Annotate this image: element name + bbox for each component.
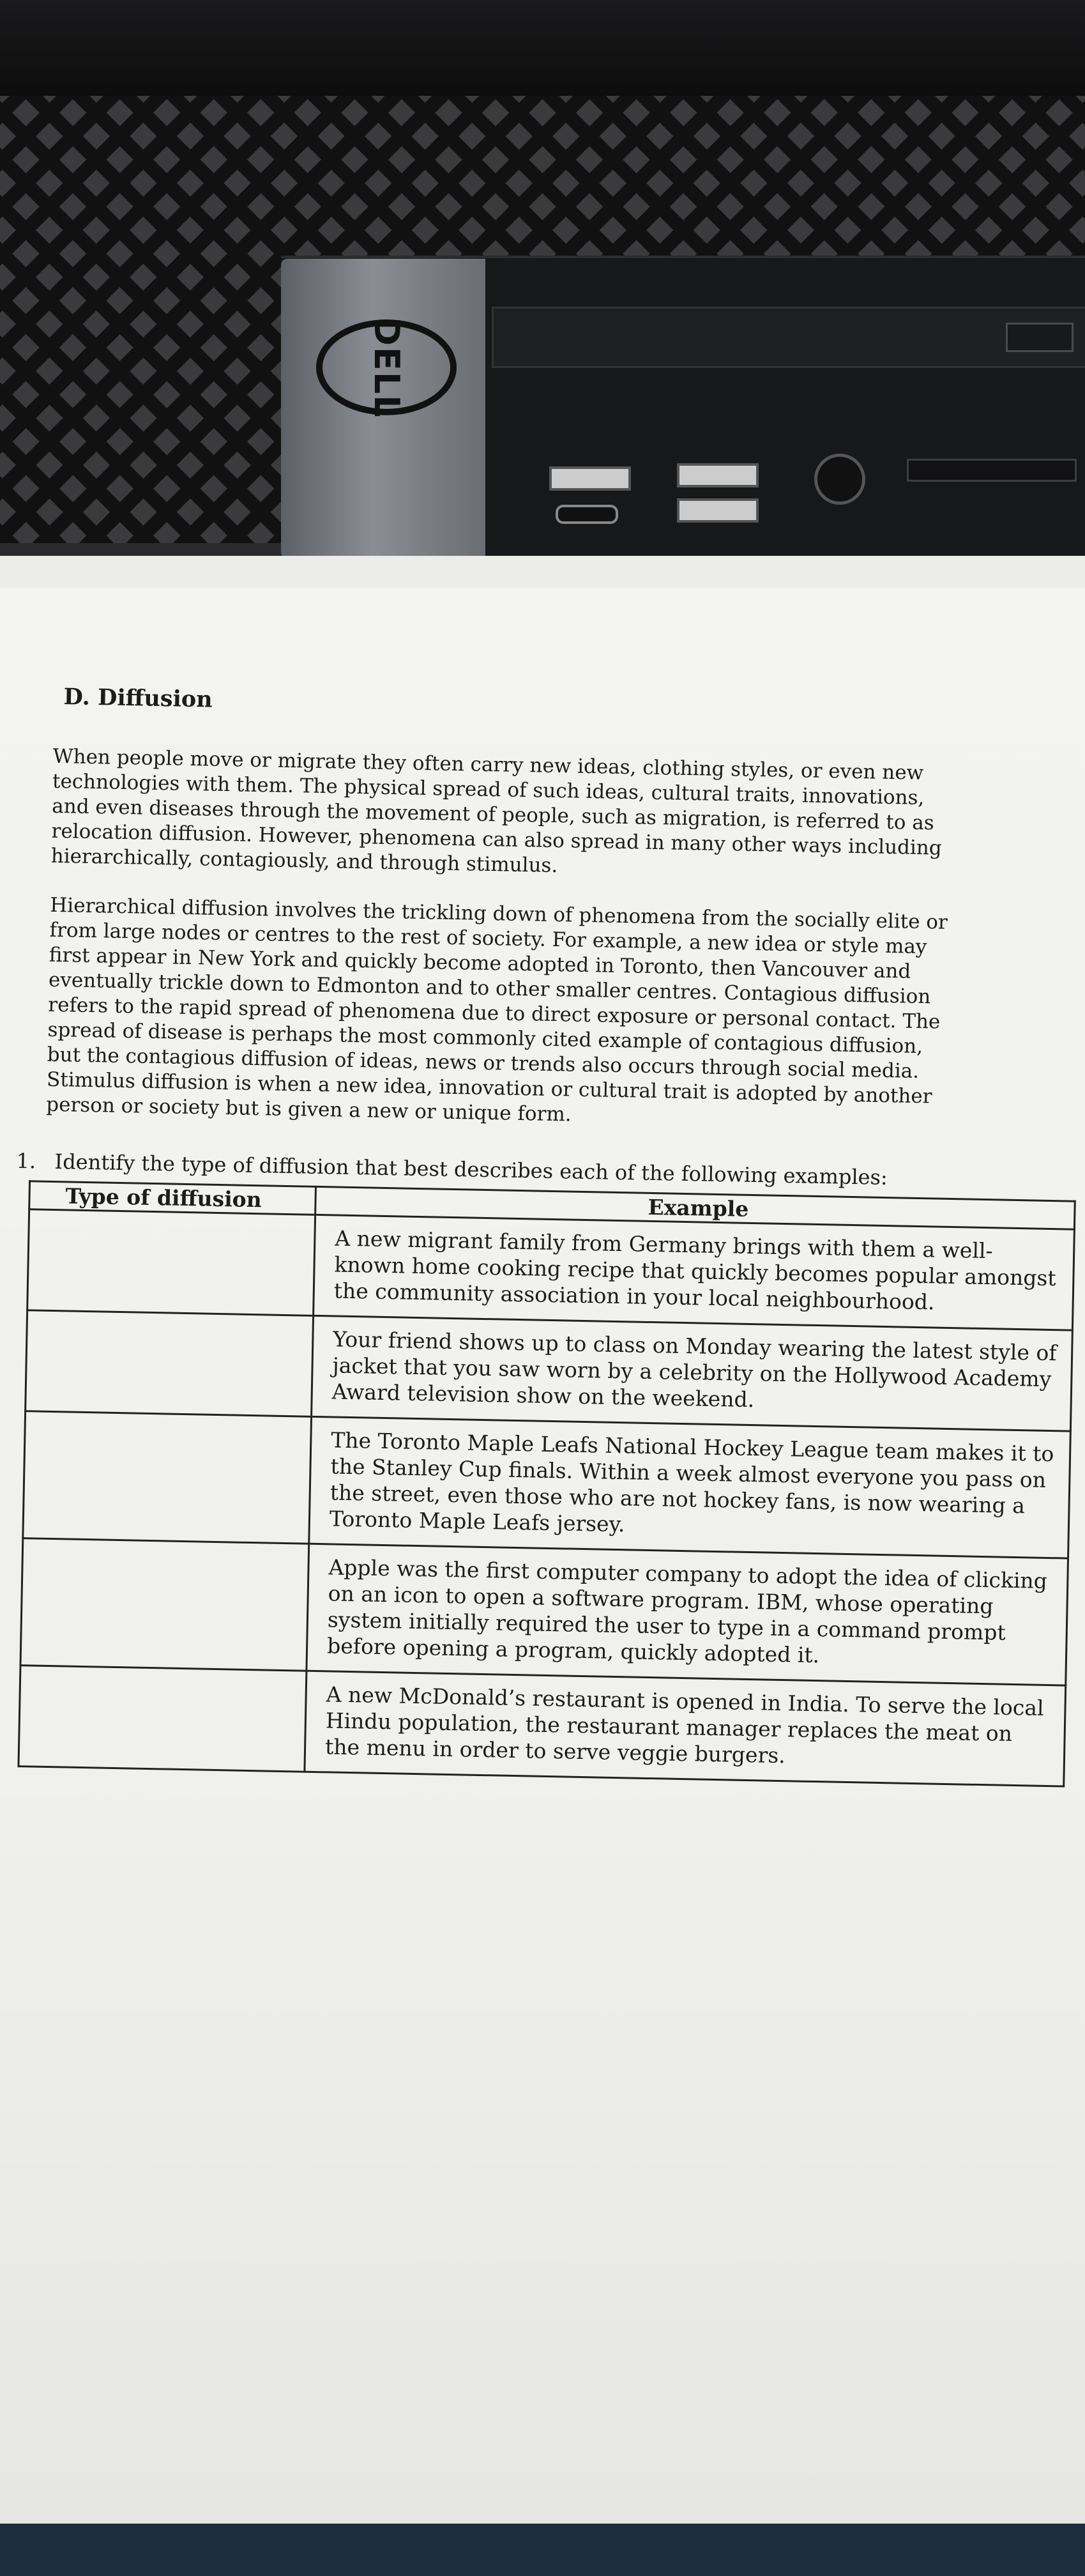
audio-jack-icon [814,454,865,505]
question-number: 1. [16,1148,36,1174]
example-cell: Your friend shows up to class on Monday wearing the latest style of jacket that you saw worn by a celebrity on the Hollywood Academy Award television show on the weekend. [312,1315,1073,1431]
intro-paragraph: When people move or migrate they often carry new ideas, clothing styles, or even new technologies with them. The physical spread of such ideas, cultural traits, innovations, and even diseases through the movement of people, such as migration, is referred to as relocation diffusion. However, phenomena can also spread in many other ways including hierarchically, contagiously, and through stimulus. [50,744,943,878]
usb-port-icon [677,463,759,487]
definitions-paragraph: Hierarchical diffusion involves the trickling down of phenomena from the socially elite or from large nodes or centres to the rest of society. For example, a new idea or style may first appear in New York and quickly become adopted in Toronto, then Vancouver and eventually trickle down to Edmonton and to other smaller centres. Contagious diffusion refers to the rapid spread of phenomena due to direct exposure or personal contact. The spread of disease is perhaps the most commonly cited example of contagious diffusion, but the contagious diffusion of ideas, news or trends also occurs through social media. Stimulus diffusion is when a new idea, innovation or cultural trait is adopted by another person or society but is given a new or unique form. [46,893,948,1126]
background-bottom [0,2524,1085,2576]
usb-port-icon [677,498,759,523]
answer-cell[interactable] [19,1666,307,1772]
optical-drive-slot [492,307,1085,368]
dell-logo-text: DELL [366,316,407,418]
answer-cell[interactable] [27,1209,315,1316]
table-row [20,1538,1068,1685]
example-cell: A new migrant family from Germany brings with them a well-known home cooking recipe that quickly becomes popular amongst the community association in your local neighbourhood. [314,1215,1075,1330]
usb-c-port-icon [556,505,618,524]
table-row [23,1411,1071,1558]
example-cell: Apple was the first computer company to adopt the idea of clicking on an icon to open a software program. IBM, whose operating system initially required the user to type in a command prompt before opening a program, quickly adopted it. [307,1544,1068,1685]
computer-case-top [0,0,1085,96]
example-cell: A new McDonald’s restaurant is opened in India. To serve the local Hindu population, the restaurant manager replaces the meat on the menu in order to serve veggie burgers. [305,1671,1066,1786]
dell-logo [316,316,457,418]
table-row [26,1310,1073,1431]
example-cell: The Toronto Maple Leafs National Hockey League team makes it to the Stanley Cup finals. Within a week almost everyone you pass on the street, even those who are not hockey fans, is now wearing a Toronto Maple Leafs jersey. [309,1416,1071,1558]
section-title: D. Diffusion [63,684,213,713]
diffusion-table [17,1180,1075,1787]
usb-port-icon [549,466,631,491]
table-row [19,1666,1066,1786]
column-header-example: Example [315,1186,1075,1229]
table-row [27,1209,1075,1330]
question-text: Identify the type of diffusion that best describes each of the following examples: [54,1149,888,1190]
worksheet-content [4,684,1059,1787]
answer-cell[interactable] [20,1538,309,1671]
answer-cell[interactable] [26,1310,314,1417]
answer-cell[interactable] [23,1411,312,1544]
card-reader-slot [907,459,1077,482]
column-header-type: Type of diffusion [29,1181,316,1215]
drive-eject-button [1006,323,1074,352]
